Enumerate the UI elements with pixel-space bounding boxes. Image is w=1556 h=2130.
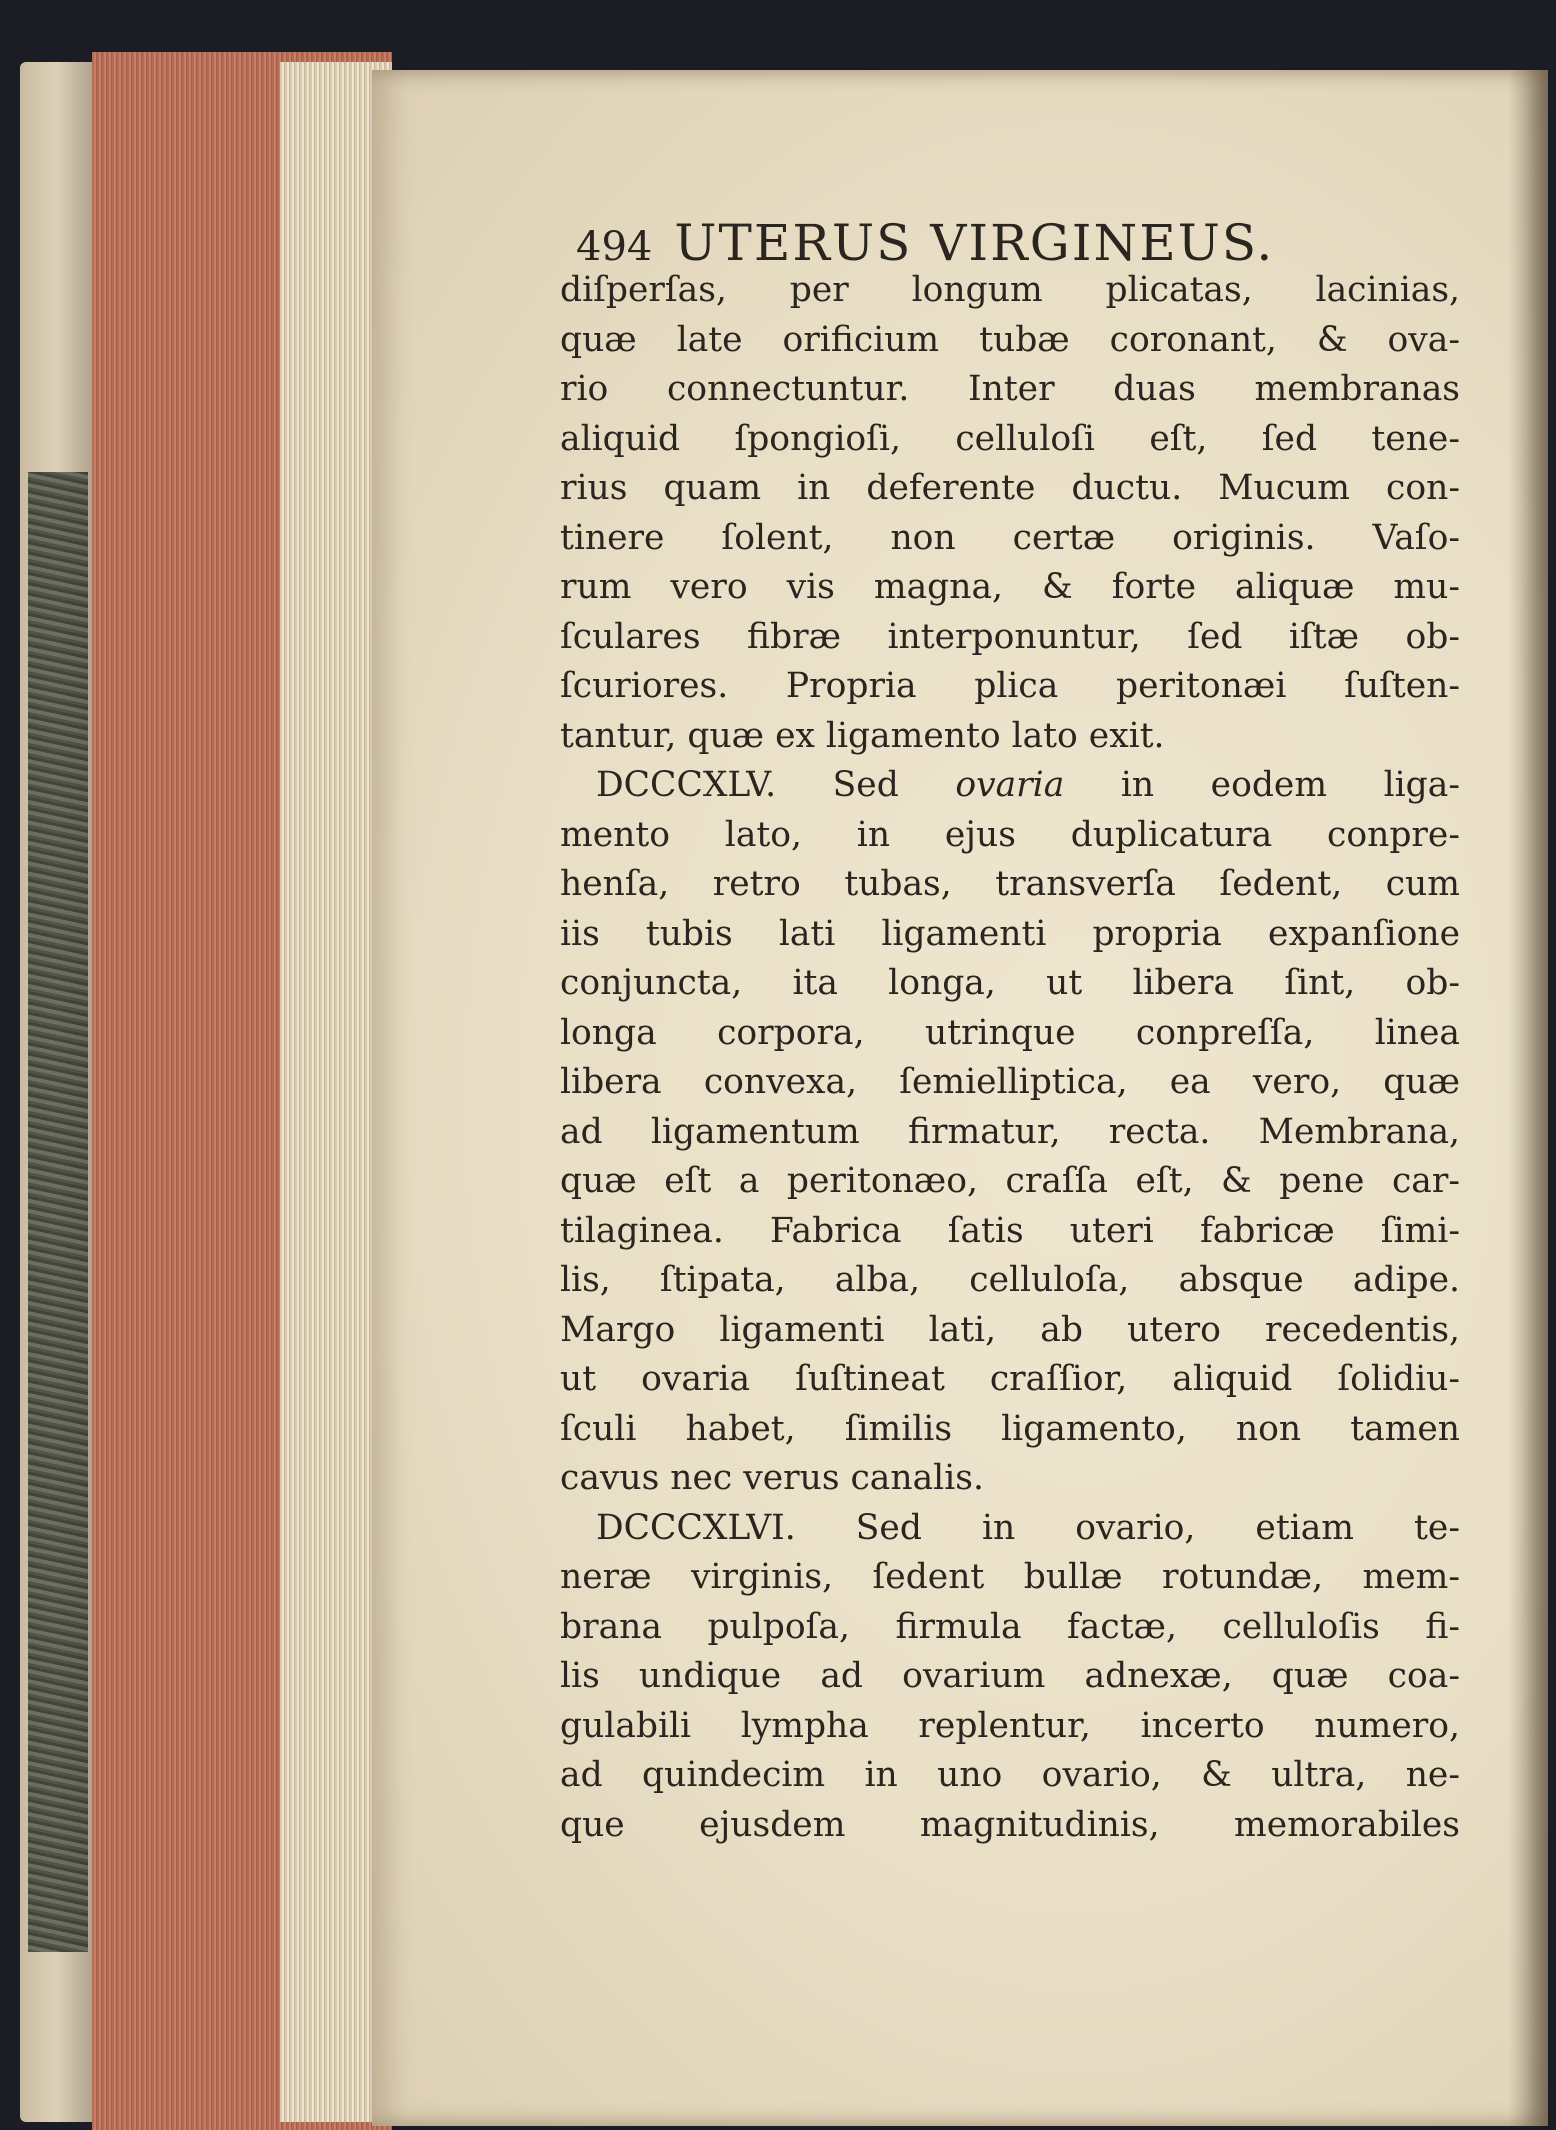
text-line: conjuncta, ita longa, ut libera ſint, ob- <box>560 963 1460 1003</box>
book <box>20 52 1556 2130</box>
text-line: cavus nec verus canalis. <box>560 1458 984 1498</box>
text-line: ſculi habet, ſimilis ligamento, non tamen <box>560 1408 1460 1449</box>
text-line: mento lato, in ejus duplicatura conpre- <box>560 814 1460 855</box>
text-line: diſperſas, per longum plicatas, lacinias, <box>560 270 1460 310</box>
text-line: ſculares fibræ interponuntur, ſed iſtæ ob- <box>560 616 1460 657</box>
body-text <box>560 266 1460 1850</box>
text-line: tantur, quæ ex ligamento lato exit. <box>560 715 1165 756</box>
text-line: aliquid ſpongioſi, celluloſi eſt, ſed tene- <box>560 418 1460 459</box>
marbled-cover <box>28 472 88 1952</box>
text-line: rio connectuntur. Inter duas membranas <box>560 369 1460 409</box>
book-page <box>372 70 1548 2126</box>
text-line: iis tubis lati ligamenti propria expanſione <box>560 913 1460 954</box>
text-line: quæ late orificium tubæ coronant, & ova- <box>560 319 1460 360</box>
text-line: neræ virginis, ſedent bullæ rotundæ, mem- <box>560 1557 1460 1597</box>
text-line: lis undique ad ovarium adnexæ, quæ coa- <box>560 1656 1460 1696</box>
section-start-line: DCCCXLVI. Sed in ovario, etiam te- <box>596 1507 1460 1548</box>
text-line: henſa, retro tubas, transverſa ſedent, cum <box>560 864 1460 904</box>
text-line: ut ovaria ſuſtineat craſſior, aliquid ſolidiu- <box>560 1359 1460 1399</box>
text-line: ſcuriores. Propria plica peritonæi ſuſten- <box>560 666 1460 706</box>
text-line: que ejusdem magnitudinis, memorabiles <box>560 1804 1460 1845</box>
text-line: brana pulpoſa, firmula factæ, celluloſis fi- <box>560 1606 1460 1647</box>
text-line: lis, ſtipata, alba, celluloſa, absque adipe. <box>560 1260 1460 1300</box>
italic-term: ovaria <box>955 765 1065 805</box>
text-line: ad quindecim in uno ovario, & ultra, ne- <box>560 1755 1460 1795</box>
page-number: 494 <box>576 224 653 270</box>
text-line: gulabili lympha replentur, incerto numero, <box>560 1705 1460 1746</box>
running-head <box>576 214 1476 272</box>
text-line: libera convexa, ſemielliptica, ea vero, quæ <box>560 1062 1460 1102</box>
text-line: rum vero vis magna, & forte aliquæ mu- <box>560 567 1460 607</box>
text-line: rius quam in deferente ductu. Mucum con- <box>560 468 1460 508</box>
text-line: ad ligamentum firmatur, recta. Membrana, <box>560 1111 1460 1152</box>
section-start-line: DCCCXLV. Sed ovaria in eodem liga- <box>596 765 1460 805</box>
running-title: UTERUS VIRGINEUS. <box>674 214 1275 272</box>
text-line: tilaginea. Fabrica ſatis uteri fabricæ ſimi- <box>560 1210 1460 1251</box>
text-line: longa corpora, utrinque conpreſſa, linea <box>560 1012 1460 1053</box>
text-line: tinere ſolent, non certæ originis. Vaſo- <box>560 517 1460 558</box>
text-line: quæ eſt a peritonæo, craſſa eſt, & pene car- <box>560 1161 1460 1201</box>
gutter-shadow <box>1508 70 1548 2126</box>
text-line: Margo ligamenti lati, ab utero recedentis, <box>560 1309 1460 1350</box>
